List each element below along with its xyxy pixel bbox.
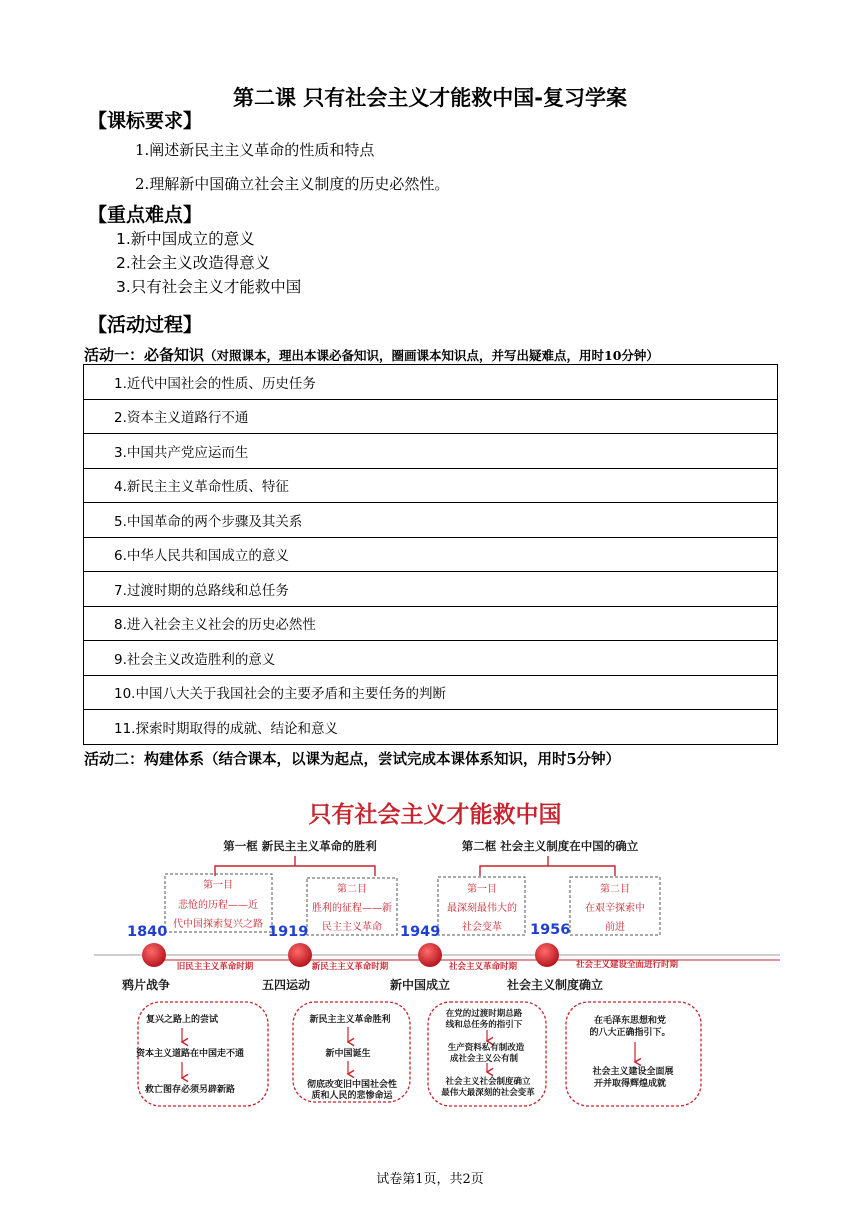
topic-4-line-1: 在艰辛探索中	[585, 903, 645, 914]
knowledge-row: 3.中国共产党应运而生	[84, 434, 778, 469]
event-1: 鸦片战争	[121, 978, 171, 992]
topic-2-line-2: 民主主义革命	[322, 922, 382, 933]
knowledge-row: 7.过渡时期的总路线和总任务	[84, 572, 778, 607]
knowledge-row: 4.新民主主义革命性质、特征	[84, 468, 778, 503]
box2-line-3: 彻底改变旧中国社会性	[306, 1080, 398, 1090]
process-heading: 【活动过程】	[88, 314, 203, 336]
box4-line-4: 开并取得辉煌成就	[593, 1079, 667, 1089]
topic-3-line-2: 社会变革	[462, 922, 502, 933]
frame1-label: 第一框 新民主主义革命的胜利	[223, 839, 377, 853]
key-item-3: 3.只有社会主义才能救中国	[116, 278, 302, 296]
topic-4-head: 第二目	[600, 884, 630, 895]
box4-line-1: 在毛泽东思想和党	[593, 1016, 667, 1026]
box2-line-4: 质和人民的悲惨命运	[311, 1091, 393, 1101]
timeline-dot-1919	[288, 943, 312, 967]
activity1-label: 活动一：必备知识	[84, 346, 205, 364]
curriculum-item-1: 1.阐述新民主主义革命的性质和特点	[135, 141, 375, 159]
key-points-heading: 【重点难点】	[88, 204, 203, 226]
year-1840: 1840	[127, 924, 168, 940]
knowledge-row: 9.社会主义改造胜利的意义	[84, 641, 778, 676]
activity2-note: （结合课本，以课为起点，尝试完成本课体系知识，用时5分钟）	[204, 751, 621, 768]
activity1-note: （对照课本，理出本课必备知识，圈画课本知识点，并写出疑难点，用时10分钟）	[204, 348, 659, 363]
diagram-title: 只有社会主义才能救中国	[308, 802, 562, 828]
period-1: 旧民主主义革命时期	[176, 962, 254, 972]
box1-line-3: 救亡图存必须另辟新路	[144, 1085, 236, 1095]
system-diagram	[90, 780, 780, 1120]
page-footer: 试卷第1页，共2页	[376, 1172, 484, 1187]
timeline-dot-1956	[535, 943, 559, 967]
key-item-1: 1.新中国成立的意义	[116, 230, 255, 248]
frame2-bracket	[480, 856, 615, 876]
knowledge-row: 10.中国八大关于我国社会的主要矛盾和主要任务的判断	[84, 675, 778, 710]
box2-line-2: 新中国诞生	[325, 1049, 371, 1059]
period-2: 新民主主义革命时期	[311, 962, 389, 972]
year-1919: 1919	[268, 924, 309, 940]
activity2-heading	[84, 748, 620, 769]
year-1956: 1956	[530, 922, 571, 938]
topic-2-head: 第二目	[337, 884, 367, 895]
knowledge-row: 5.中国革命的两个步骤及其关系	[84, 503, 778, 538]
topic-2-line-1: 胜利的征程——新	[312, 903, 392, 914]
knowledge-table	[83, 364, 778, 745]
activity1-heading	[84, 344, 659, 365]
box4-line-3: 社会主义建设全面展	[592, 1067, 674, 1077]
knowledge-row: 6.中华人民共和国成立的意义	[84, 537, 778, 572]
topic-3-line-1: 最深刻最伟大的	[447, 903, 517, 914]
topic-4-line-2: 前进	[605, 922, 625, 933]
knowledge-row: 1.近代中国社会的性质、历史任务	[84, 365, 778, 400]
box3-line-1: 在党的过渡时期总路	[445, 1009, 523, 1019]
period-4: 社会主义建设全面进行时期	[575, 960, 679, 970]
topic-1-line-1: 悲怆的历程——近	[178, 900, 258, 911]
knowledge-row: 8.进入社会主义社会的历史必然性	[84, 606, 778, 641]
topic-1-head: 第一目	[203, 880, 233, 891]
box3-line-3: 生产资料私有制改造	[447, 1043, 525, 1053]
timeline-dot-1949	[418, 943, 442, 967]
curriculum-heading: 【课标要求】	[88, 110, 203, 132]
activity2-label: 活动二：构建体系	[84, 750, 205, 768]
box2-line-1: 新民主主义革命胜利	[309, 1015, 391, 1025]
box3-line-5: 社会主义社会制度确立	[445, 1077, 531, 1087]
event-2: 五四运动	[261, 978, 311, 992]
year-1949: 1949	[400, 924, 441, 940]
box1-line-2: 资本主义道路在中国走不通	[135, 1049, 245, 1059]
event-3: 新中国成立	[389, 978, 451, 992]
box3-line-2: 线和总任务的指引下	[445, 1020, 523, 1030]
event-4: 社会主义制度确立	[506, 978, 604, 992]
box3-line-6: 最伟大最深刻的社会变革	[441, 1088, 535, 1098]
page-title: 第二课 只有社会主义才能救中国-复习学案	[232, 86, 628, 110]
box1-line-1: 复兴之路上的尝试	[145, 1015, 219, 1025]
topic-3-head: 第一目	[467, 884, 497, 895]
knowledge-row: 11.探索时期取得的成就、结论和意义	[84, 710, 778, 745]
timeline-dot-1840	[142, 943, 166, 967]
frame1-bracket	[215, 856, 375, 876]
topic-1-line-2: 代中国探索复兴之路	[173, 919, 263, 930]
knowledge-row: 2.资本主义道路行不通	[84, 399, 778, 434]
period-3: 社会主义革命时期	[448, 962, 518, 972]
box3-line-4: 成社会主义公有制	[449, 1054, 519, 1064]
frame2-label: 第二框 社会主义制度在中国的确立	[461, 839, 639, 853]
box4-line-2: 的八大正确指引下。	[589, 1028, 671, 1038]
curriculum-item-2: 2.理解新中国确立社会主义制度的历史必然性。	[135, 175, 450, 193]
key-item-2: 2.社会主义改造得意义	[116, 254, 271, 272]
